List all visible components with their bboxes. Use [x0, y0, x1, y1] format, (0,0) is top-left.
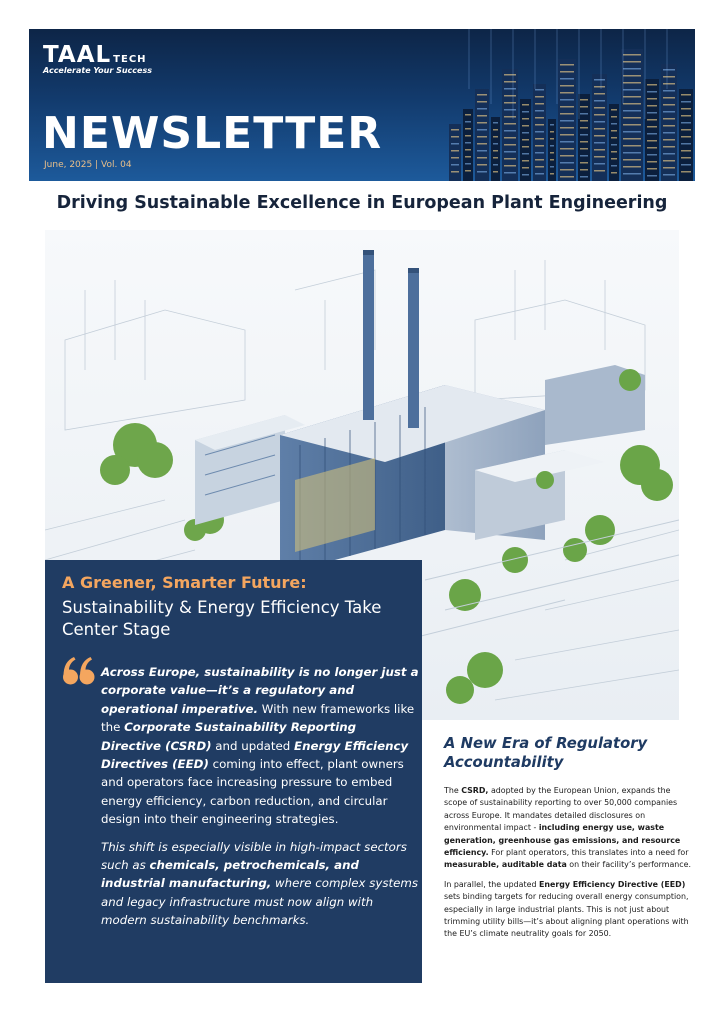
skyline-window [594, 142, 605, 144]
skyline-window [465, 156, 471, 158]
skyline-building [645, 79, 659, 181]
skyline-window [550, 138, 554, 140]
skyline-window [451, 164, 459, 166]
skyline-window [493, 129, 498, 131]
skyline-window [560, 120, 574, 122]
skyline-window [594, 170, 605, 172]
skyline-window [493, 136, 498, 138]
skyline-window [647, 161, 657, 163]
skyline-window [522, 104, 529, 106]
skyline-window [611, 158, 617, 160]
skyline-window [522, 118, 529, 120]
skyline-window [623, 54, 641, 56]
skyline-window [477, 171, 487, 173]
skyline-window [535, 138, 544, 140]
skyline-window [522, 111, 529, 113]
csrd-term: Corporate Sustainability Reporting Directive (CSRD) [101, 720, 357, 753]
section-paragraph-1: The CSRD, adopted by the European Union, expands the scope of sustainability reporting to over 50,000 companies across Europe. It mandates detailed disclosures on environmental impact - including energy use, waste generation, greenhouse gas emissions, and resource efficiency. For plant operators, this translates into a need for measurable, auditable data on their facility’s performance. [444, 786, 691, 870]
skyline-window [611, 123, 617, 125]
skyline-window [681, 129, 691, 131]
skyline-window [550, 173, 554, 175]
skyline-window [535, 173, 544, 175]
skyline-building [502, 69, 518, 181]
skyline-window [560, 169, 574, 171]
feature-lead: Across Europe, sustainability is no longer just a corporate value—it’s a regulatory and operational imperative. [101, 665, 419, 716]
skyline-window [477, 150, 487, 152]
skyline-window [477, 122, 487, 124]
header-banner [29, 29, 695, 181]
skyline-window [663, 90, 675, 92]
skyline-window [560, 85, 574, 87]
skyline-window [522, 139, 529, 141]
skyline-window [594, 100, 605, 102]
skyline-window [681, 164, 691, 166]
skyline-window [493, 122, 498, 124]
skyline-window [465, 128, 471, 130]
skyline-window [663, 132, 675, 134]
skyline-window [522, 174, 529, 176]
skyline-window [504, 95, 516, 97]
skyline-window [663, 139, 675, 141]
skyline-window [504, 109, 516, 111]
skyline-window [611, 109, 617, 111]
feature-panel [45, 560, 422, 983]
skyline-window [594, 121, 605, 123]
skyline-window [477, 143, 487, 145]
skyline-window [580, 176, 588, 178]
skyline-window [647, 133, 657, 135]
skyline-window [522, 132, 529, 134]
skyline-window [647, 84, 657, 86]
feature-body [101, 663, 419, 939]
skyline-window [647, 168, 657, 170]
feature-title: A Greener, Smarter Future: [62, 573, 307, 592]
skyline-window [504, 102, 516, 104]
skyline-window [580, 134, 588, 136]
skyline-window [681, 150, 691, 152]
skyline-window [580, 127, 588, 129]
skyline-window [623, 117, 641, 119]
skyline-window [493, 171, 498, 173]
skyline-window [465, 149, 471, 151]
skyline-window [522, 146, 529, 148]
skyline-window [681, 143, 691, 145]
skyline-window [560, 176, 574, 178]
skyline-window [451, 136, 459, 138]
company-logo[interactable] [43, 43, 152, 75]
skyline-window [594, 79, 605, 81]
skyline-building [592, 74, 607, 181]
skyline-building [661, 64, 677, 181]
skyline-window [477, 94, 487, 96]
skyline-window [560, 155, 574, 157]
skyline-window [560, 64, 574, 66]
logo-wordmark: TAAL [43, 42, 112, 68]
section-body [444, 785, 694, 948]
skyline-window [535, 89, 544, 91]
skyline-window [465, 170, 471, 172]
skyline-window [681, 171, 691, 173]
eed-term: Energy Efficiency Directives (EED) [101, 738, 409, 772]
skyline-window [550, 145, 554, 147]
skyline-window [663, 111, 675, 113]
skyline-window [623, 131, 641, 133]
skyline-window [580, 113, 588, 115]
skyline-window [477, 108, 487, 110]
skyline-window [580, 169, 588, 171]
skyline-window [594, 156, 605, 158]
skyline-window [535, 131, 544, 133]
skyline-window [550, 159, 554, 161]
skyline-window [451, 143, 459, 145]
skyline-window [535, 159, 544, 161]
skyline-window [663, 104, 675, 106]
skyline-window [560, 78, 574, 80]
skyline-window [611, 116, 617, 118]
skyline-window [594, 163, 605, 165]
skyline-window [522, 167, 529, 169]
sectors-term: chemicals, petrochemicals, and industrial manufacturing, [101, 858, 359, 891]
skyline-window [451, 129, 459, 131]
skyline-window [451, 171, 459, 173]
skyline-window [647, 147, 657, 149]
skyline-window [681, 94, 691, 96]
page-headline: Driving Sustainable Excellence in European Plant Engineering [56, 193, 668, 213]
skyline-window [465, 135, 471, 137]
skyline-window [663, 97, 675, 99]
skyline-window [493, 143, 498, 145]
skyline-window [493, 157, 498, 159]
skyline-window [560, 106, 574, 108]
skyline-window [647, 140, 657, 142]
skyline-window [623, 110, 641, 112]
skyline-window [594, 114, 605, 116]
skyline-window [465, 121, 471, 123]
skyline-window [580, 162, 588, 164]
skyline-window [623, 103, 641, 105]
skyline-window [493, 164, 498, 166]
skyline-window [504, 151, 516, 153]
skyline-window [647, 119, 657, 121]
skyline-window [504, 123, 516, 125]
skyline-window [611, 172, 617, 174]
skyline-window [663, 118, 675, 120]
skyline-window [611, 130, 617, 132]
skyline-window [663, 125, 675, 127]
skyline-window [504, 130, 516, 132]
skyline-window [465, 142, 471, 144]
skyline-window [477, 115, 487, 117]
skyline-window [560, 113, 574, 115]
skyline-window [647, 98, 657, 100]
skyline-window [623, 159, 641, 161]
skyline-window [560, 141, 574, 143]
skyline-window [504, 74, 516, 76]
skyline-building [475, 89, 489, 181]
skyline-window [663, 83, 675, 85]
skyline-building [548, 119, 556, 181]
skyline-window [623, 82, 641, 84]
skyline-window [623, 166, 641, 168]
skyline-window [681, 115, 691, 117]
logo-tagline: Accelerate Your Success [43, 66, 152, 75]
skyline-window [663, 146, 675, 148]
skyline-window [611, 144, 617, 146]
logo-sub-wordmark: TECH [113, 54, 147, 65]
skyline-window [647, 175, 657, 177]
skyline-window [560, 134, 574, 136]
skyline-window [681, 136, 691, 138]
skyline-window [647, 112, 657, 114]
skyline-window [535, 152, 544, 154]
skyline-window [493, 150, 498, 152]
skyline-building [609, 104, 619, 181]
skyline-window [663, 160, 675, 162]
feature-paragraph-1: Across Europe, sustainability is no longer just a corporate value—it’s a regulatory and operational imperative. With new frameworks like the Corporate Sustainability Reporting Directive (CSRD) and updated Energy Efficiency Directives (EED) coming into effect, plant owners and operators face increasing pressure to embed energy efficiency, carbon reduction, and circular design into their engineering strategies. [101, 665, 419, 827]
skyline-window [663, 76, 675, 78]
skyline-window [580, 106, 588, 108]
skyline-window [477, 157, 487, 159]
skyline-window [560, 99, 574, 101]
skyline-window [465, 114, 471, 116]
skyline-window [560, 162, 574, 164]
skyline-window [623, 89, 641, 91]
skyline-window [504, 158, 516, 160]
skyline-window [504, 81, 516, 83]
skyline-window [681, 101, 691, 103]
skyline-window [611, 137, 617, 139]
skyline-window [550, 124, 554, 126]
skyline-window [560, 92, 574, 94]
issue-date: June, 2025 | Vol. 04 [44, 160, 132, 170]
skyline-window [550, 131, 554, 133]
skyline-window [594, 149, 605, 151]
skyline-window [477, 101, 487, 103]
skyline-window [623, 68, 641, 70]
skyline-window [647, 91, 657, 93]
skyline-window [522, 125, 529, 127]
skyline-window [623, 138, 641, 140]
skyline-window [465, 163, 471, 165]
skyline-window [623, 96, 641, 98]
skyline-window [580, 99, 588, 101]
skyline-window [522, 160, 529, 162]
skyline-window [594, 86, 605, 88]
skyline-building [679, 89, 693, 181]
skyline-window [451, 157, 459, 159]
skyline-window [560, 71, 574, 73]
skyline-window [504, 144, 516, 146]
skyline-window [535, 110, 544, 112]
skyline-window [535, 103, 544, 105]
skyline-window [681, 108, 691, 110]
skyline-window [663, 174, 675, 176]
skyline-window [594, 107, 605, 109]
skyline-window [623, 145, 641, 147]
skyline-window [647, 105, 657, 107]
skyline-window [594, 128, 605, 130]
skyline-window [623, 61, 641, 63]
skyline-window [681, 157, 691, 159]
skyline-window [580, 141, 588, 143]
skyline-window [535, 124, 544, 126]
skyline-window [504, 165, 516, 167]
skyline-window [550, 152, 554, 154]
skyline-window [522, 153, 529, 155]
skyline-window [611, 151, 617, 153]
skyline-window [550, 166, 554, 168]
skyline-window [647, 154, 657, 156]
skyline-window [477, 164, 487, 166]
skyline-window [580, 155, 588, 157]
skyline-window [535, 166, 544, 168]
skyline-window [663, 153, 675, 155]
skyline-window [504, 88, 516, 90]
skyline-window [594, 135, 605, 137]
skyline-window [647, 126, 657, 128]
skyline-window [663, 167, 675, 169]
skyline-window [535, 117, 544, 119]
skyline-window [623, 173, 641, 175]
skyline-window [535, 96, 544, 98]
skyline-window [504, 116, 516, 118]
skyline-window [623, 124, 641, 126]
skyline-window [580, 120, 588, 122]
skyline-window [623, 152, 641, 154]
skyline-window [477, 129, 487, 131]
skyline-window [663, 69, 675, 71]
quote-icon [62, 656, 96, 686]
skyline-window [560, 127, 574, 129]
skyline-window [451, 150, 459, 152]
section-paragraph-2: In parallel, the updated Energy Efficiency Directive (EED) sets binding targets for reducing overall energy consumption, especially in large industrial plants. This is not just about trimming utility bills—it’s about aligning plant operations with the EU’s climate neutrality goals for 2050. [444, 879, 689, 939]
skyline-window [580, 148, 588, 150]
section-title: A New Era of Regulatory Accountability [444, 735, 648, 771]
skyline-window [504, 172, 516, 174]
skyline-window [623, 75, 641, 77]
newsletter-masthead: NEWSLETTER [42, 108, 383, 159]
feature-paragraph-2: This shift is especially visible in high-impact sectors such as chemicals, petrochemicals, and industrial manufacturing, where complex systems and legacy infrastructure must now align with modern sustainability benchmarks. [101, 839, 419, 928]
skyline-window [681, 122, 691, 124]
skyline-window [594, 93, 605, 95]
skyline-window [611, 165, 617, 167]
skyline-window [477, 136, 487, 138]
skyline-window [504, 137, 516, 139]
skyline-window [560, 148, 574, 150]
feature-subtitle: Sustainability & Energy Efficiency Take Center Stage [62, 598, 382, 639]
skyline-window [535, 145, 544, 147]
